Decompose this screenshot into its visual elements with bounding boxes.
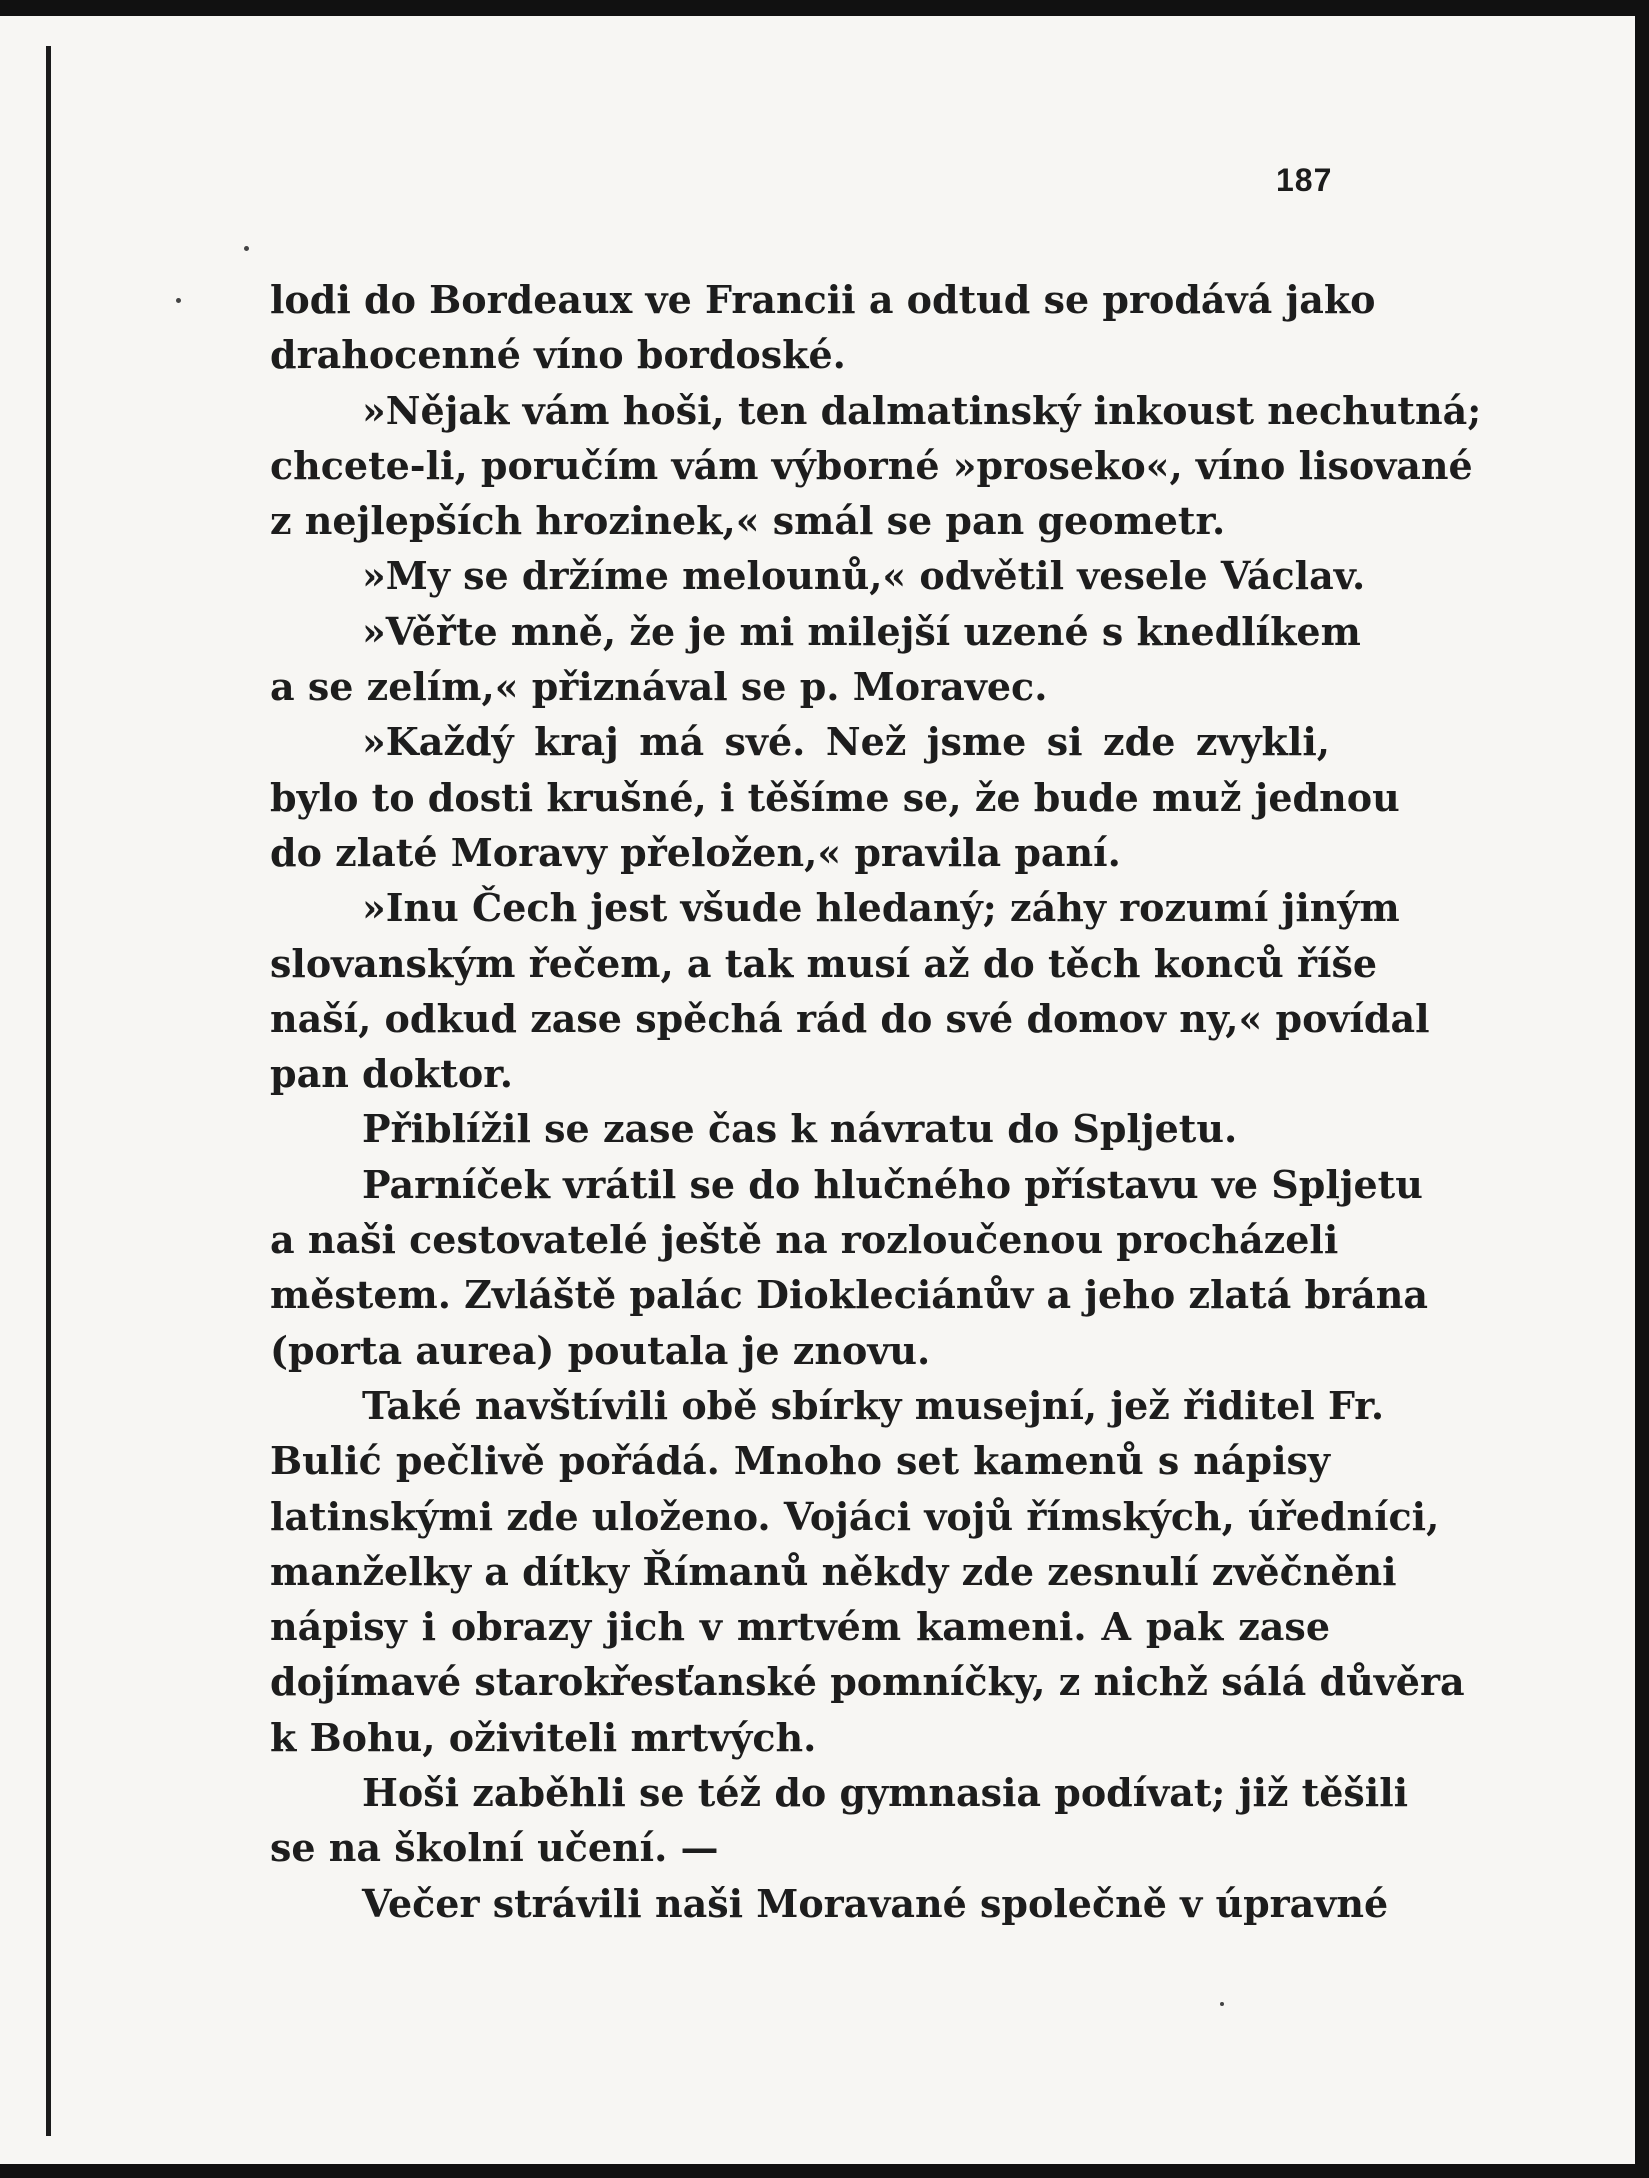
scan-border-bottom: [0, 2164, 1649, 2178]
text-line: (porta aurea) poutala je znovu.: [270, 1327, 931, 1373]
text-line: Parníček vrátil se do hlučného přístavu ve Spljetu: [362, 1161, 1423, 1207]
text-line: »My se držíme melounů,« odvětil vesele Václav.: [362, 553, 1366, 599]
text-line: slovanským řečem, a tak musí až do těch konců říše: [270, 940, 1378, 986]
scan-speck: [244, 246, 249, 251]
text-line: se na školní učení. —: [270, 1825, 719, 1871]
text-line: nápisy i obrazy jich v mrtvém kameni. A pak zase: [270, 1604, 1330, 1650]
book-page: [0, 16, 1635, 2164]
text-line: a se zelím,« přiznával se p. Moravec.: [270, 664, 1048, 710]
text-line: k Bohu, oživiteli mrtvých.: [270, 1714, 817, 1760]
scan-speck: [176, 298, 181, 303]
scan-border-right: [1635, 0, 1649, 2178]
text-line: drahocenné víno bordoské.: [270, 332, 846, 378]
scan-border-top: [0, 0, 1649, 16]
text-line: lodi do Bordeaux ve Francii a odtud se prodává jako: [270, 277, 1376, 322]
text-line: z nejlepších hrozinek,« smál se pan geometr.: [270, 498, 1226, 544]
text-line: Hoši zaběhli se též do gymnasia podívat; již těšili: [362, 1770, 1409, 1816]
text-line: bylo to dosti krušné, i těšíme se, že bude muž jednou: [270, 774, 1400, 820]
spine-line: [46, 46, 51, 2136]
page-number: 187: [1276, 162, 1333, 198]
body-text: [270, 272, 1482, 1931]
text-line: dojímavé starokřesťanské pomníčky, z nichž sálá důvěra: [270, 1659, 1465, 1705]
text-line: Bulić pečlivě pořádá. Mnoho set kamenů s nápisy: [270, 1438, 1330, 1484]
text-line: městem. Zvláště palác Diokleciánův a jeho zlatá brána: [270, 1272, 1428, 1318]
text-line: Přiblížil se zase čas k návratu do Spljetu.: [362, 1106, 1238, 1152]
text-line: »Věřte mně, že je mi milejší uzené s knedlíkem: [362, 608, 1361, 654]
text-line: »Každý kraj má své. Než jsme si zde zvykli,: [362, 719, 1330, 765]
text-line: »Inu Čech jest všude hledaný; záhy rozumí jiným: [362, 885, 1400, 931]
text-line: manželky a dítky Římanů někdy zde zesnulí zvěčněni: [270, 1548, 1397, 1594]
text-line: »Nějak vám hoši, ten dalmatinský inkoust nechutná;: [362, 387, 1482, 433]
text-line: Večer strávili naši Moravané společně v úpravné: [362, 1880, 1389, 1926]
text-line: pan doktor.: [270, 1051, 513, 1097]
text-line: a naši cestovatelé ještě na rozloučenou procházeli: [270, 1217, 1339, 1263]
text-line: latinskými zde uloženo. Vojáci vojů římských, úředníci,: [270, 1493, 1440, 1539]
scan-speck: [1220, 2002, 1224, 2006]
text-line: chcete-li, poručím vám výborné »proseko«, víno lisované: [270, 442, 1473, 488]
text-line: do zlaté Moravy přeložen,« pravila paní.: [270, 829, 1121, 875]
text-line: naší, odkud zase spěchá rád do své domov ny,« povídal: [270, 995, 1430, 1041]
text-line: Také navštívili obě sbírky musejní, jež řiditel Fr.: [362, 1382, 1385, 1428]
